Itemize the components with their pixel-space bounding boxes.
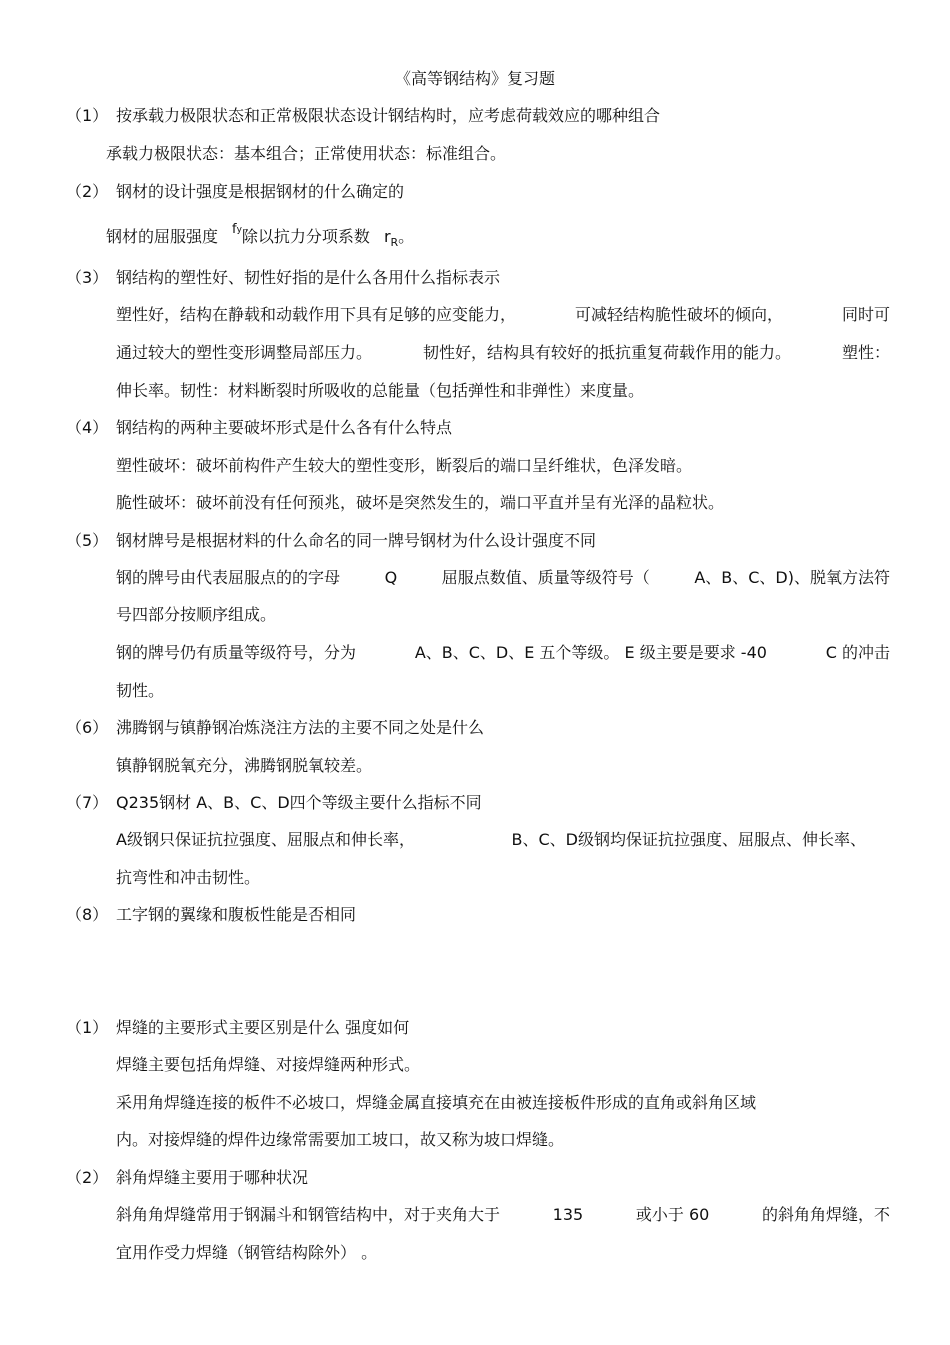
question-number: （6） [66,718,109,737]
question-text: 钢材牌号是根据材料的什么命名的同一牌号钢材为什么设计强度不同 [116,531,597,550]
question-text: 钢结构的塑性好、韧性好指的是什么各用什么指标表示 [116,268,501,287]
document-title: 《高等钢结构》复习题 [394,69,555,88]
answer-segment: 韧性好，结构具有较好的抵抗重复荷载作用的能力。 [422,343,791,362]
answer-line: 脆性破坏：破坏前没有任何预兆，破坏是突然发生的，端口平直并呈有光泽的晶粒状。 [116,493,725,512]
answer-line: 镇静钢脱氧充分，沸腾钢脱氧较差。 [116,756,373,775]
question-text: 钢结构的两种主要破坏形式是什么各有什么特点 [116,418,453,437]
answer-line [116,1204,890,1226]
answer-segment: 135 [552,1205,584,1224]
answer-segment: B、C、D级钢均保证抗拉强度、屈服点、伸长率、 [511,830,866,849]
answer-segment: A级钢只保证抗拉强度、屈服点和伸长率， [116,830,415,849]
answer-segment: Q [384,568,398,587]
answer-segment: A、B、C、D)、脱氧方法符 [694,568,890,587]
answer-text: 钢材的屈服强度 [106,227,219,246]
answer-line [116,829,866,851]
answer-segment: A、B、C、D、E 五个等级。 E 级主要是要求 -40 [414,643,767,662]
question-number: （2） [66,182,109,201]
answer-line: 内。对接焊缝的焊件边缘常需要加工坡口，故又称为坡口焊缝。 [116,1130,565,1149]
answer-line [106,222,415,254]
answer-line: 韧性。 [116,681,165,700]
question-number: （3） [66,268,109,287]
question-text: 焊缝的主要形式主要区别是什么 强度如何 [116,1018,410,1037]
answer-line [116,342,890,364]
question-text: 钢材的设计强度是根据钢材的什么确定的 [116,182,405,201]
answer-segment: 钢的牌号由代表屈服点的的字母 [116,568,341,587]
question-number: （1） [66,1018,109,1037]
answer-segment: C 的冲击 [825,643,890,662]
symbol-subscript-r: R [390,236,399,250]
answer-line: 宜用作受力焊缝（钢管结构除外） 。 [116,1243,378,1262]
answer-segment: 钢的牌号仍有质量等级符号，分为 [116,643,357,662]
answer-segment: 的斜角角焊缝，不 [761,1205,890,1224]
answer-text: 除以抗力分项系数 [241,227,370,246]
answer-segment: 塑性： [841,343,890,362]
answer-line: 抗弯性和冲击韧性。 [116,868,261,887]
answer-segment: 塑性好，结构在静载和动载作用下具有足够的应变能力， [116,305,517,324]
answer-line: 塑性破坏：破坏前构件产生较大的塑性变形，断裂后的端口呈纤维状，色泽发暗。 [116,456,693,475]
answer-line: 采用角焊缝连接的板件不必坡口，焊缝金属直接填充在由被连接板件形成的直角或斜角区域 [116,1093,757,1112]
answer-line [116,567,890,589]
symbol-r: r [383,227,391,246]
question-number: （5） [66,531,109,550]
answer-line: 承载力极限状态：基本组合；正常使用状态：标准组合。 [106,144,507,163]
question-number: （7） [66,793,109,812]
answer-segment: 通过较大的塑性变形调整局部压力。 [116,343,373,362]
question-text: 斜角焊缝主要用于哪种状况 [116,1168,309,1187]
question-text: 工字钢的翼缘和腹板性能是否相同 [116,905,357,924]
question-text: 按承载力极限状态和正常极限状态设计钢结构时，应考虑荷载效应的哪种组合 [116,106,661,125]
question-number: （1） [66,106,109,125]
question-text: 沸腾钢与镇静钢冶炼浇注方法的主要不同之处是什么 [116,718,485,737]
answer-segment: 可减轻结构脆性破坏的倾向， [574,305,783,324]
answer-segment: 或小于 60 [635,1205,710,1224]
question-number: （8） [66,905,109,924]
question-text: Q235钢材 A、B、C、D四个等级主要什么指标不同 [116,793,482,812]
answer-line: 焊缝主要包括角焊缝、对接焊缝两种形式。 [116,1055,421,1074]
answer-segment: 同时可 [841,305,890,324]
question-number: （2） [66,1168,109,1187]
answer-segment: 斜角角焊缝常用于钢漏斗和钢管结构中，对于夹角大于 [116,1205,501,1224]
symbol-subscript-y: y [236,225,242,235]
question-number: （4） [66,418,109,437]
answer-line: 号四部分按顺序组成。 [116,605,277,624]
answer-text: 。 [398,227,415,246]
symbol-f: f [232,222,237,237]
answer-line [116,642,890,664]
answer-segment: 屈服点数值、质量等级符号（ [441,568,650,587]
answer-line: 伸长率。韧性：材料断裂时所吸收的总能量（包括弹性和非弹性）来度量。 [116,381,645,400]
answer-line [116,304,890,326]
